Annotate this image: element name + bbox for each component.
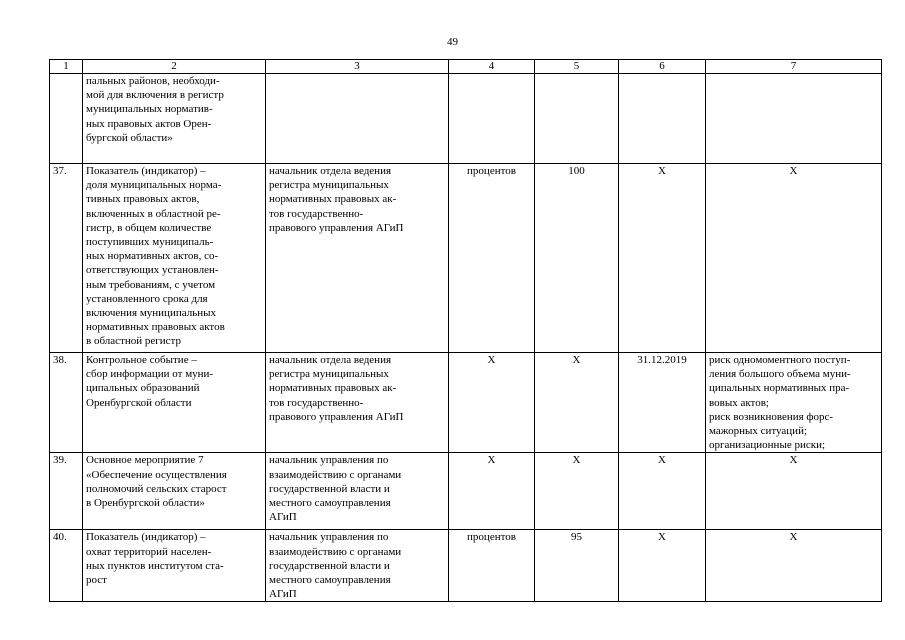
text-line: «Обеспечение осуществления <box>86 468 227 481</box>
table-row <box>50 164 882 353</box>
row-number-cell <box>50 74 83 164</box>
responsible-cell <box>266 530 449 602</box>
text-line: включенных в областной ре- <box>86 207 221 220</box>
value-cell: Х <box>535 453 619 530</box>
text-line: взаимодействию с органами <box>269 468 402 481</box>
text-line: местного самоуправления <box>269 497 391 510</box>
text-line: ципальных нормативных пра- <box>709 382 850 395</box>
indicator-name-cell <box>83 530 266 602</box>
text-line: муниципальных норматив- <box>86 103 213 116</box>
table-body <box>50 74 882 602</box>
column-header: 2 <box>83 60 266 74</box>
column-header: 5 <box>535 60 619 74</box>
text-line: Контрольное событие – <box>86 354 197 366</box>
row-number-cell: 38. <box>50 353 83 453</box>
indicator-name-cell <box>83 164 266 353</box>
text-line: правового управления АГиП <box>269 221 404 234</box>
table-row <box>50 353 882 453</box>
table-row <box>50 74 882 164</box>
text-line: начальник управления по <box>269 454 389 467</box>
text-line: начальник отдела ведения <box>269 354 392 366</box>
indicator-name-cell <box>83 74 266 164</box>
text-line: ных пунктов институтом ста- <box>86 559 224 572</box>
text-line: тов государственно- <box>269 396 364 409</box>
text-line: тов государственно- <box>269 207 364 220</box>
unit-cell: процентов <box>449 530 535 602</box>
text-line: рост <box>86 574 107 587</box>
text-line: тивных правовых актов, <box>86 193 200 206</box>
column-header: 7 <box>706 60 882 74</box>
text-line: Показатель (индикатор) – <box>86 165 206 177</box>
text-line: полномочий сельских старост <box>86 482 227 495</box>
text-line: государственной власти и <box>269 482 390 495</box>
column-number-row <box>50 60 882 74</box>
text-line: Показатель (индикатор) – <box>86 531 206 544</box>
text-line: риск возникновения форс- <box>709 410 834 423</box>
text-line: регистра муниципальных <box>269 179 389 192</box>
text-line: в областной регистр <box>86 335 181 348</box>
column-header: 3 <box>266 60 449 74</box>
text-line: начальник отдела ведения <box>269 165 392 177</box>
text-line: местного самоуправления <box>269 574 391 587</box>
text-line: Оренбургской области <box>86 396 192 409</box>
page-number: 49 <box>447 36 458 48</box>
text-line: АГиП <box>269 588 297 601</box>
unit-cell: процентов <box>449 164 535 353</box>
text-line: мажорных ситуаций; <box>709 425 808 438</box>
text-line: в Оренбургской области» <box>86 497 205 510</box>
text-line: Х <box>789 454 798 467</box>
risk-cell <box>706 164 882 353</box>
text-line: риск одномоментного поступ- <box>709 354 851 366</box>
text-line: нормативных правовых ак- <box>269 382 397 395</box>
unit-cell <box>449 74 535 164</box>
text-line: правового управления АГиП <box>269 410 404 423</box>
text-line: Основное мероприятие 7 <box>86 454 204 467</box>
text-line: ления большого объема муни- <box>709 368 851 381</box>
date-cell: Х <box>619 453 706 530</box>
row-number-cell: 37. <box>50 164 83 353</box>
text-line: мой для включения в регистр <box>86 89 224 102</box>
text-line: установленного срока для <box>86 292 208 305</box>
text-line: ным требованиям, с учетом <box>86 278 216 291</box>
date-cell <box>619 74 706 164</box>
text-line: гистр, в общем количестве <box>86 221 212 234</box>
unit-cell: Х <box>449 453 535 530</box>
text-line: ных нормативных актов, со- <box>86 250 219 263</box>
table-row <box>50 530 882 602</box>
text-line: сбор информации от муни- <box>86 368 214 381</box>
text-line: нормативных правовых ак- <box>269 193 397 206</box>
row-number-cell: 40. <box>50 530 83 602</box>
text-line: Х <box>789 165 798 177</box>
text-line: нормативных правовых актов <box>86 321 225 334</box>
date-cell: Х <box>619 530 706 602</box>
text-line: поступивших муниципаль- <box>86 236 214 249</box>
risk-cell <box>706 353 882 453</box>
measures-table <box>49 59 882 602</box>
text-line: государственной власти и <box>269 559 390 572</box>
text-line: АГиП <box>269 511 297 524</box>
responsible-cell <box>266 164 449 353</box>
unit-cell: Х <box>449 353 535 453</box>
value-cell: 100 <box>535 164 619 353</box>
text-line: вовых актов; <box>709 396 769 409</box>
text-line: ных правовых актов Орен- <box>86 117 212 130</box>
date-cell: 31.12.2019 <box>619 353 706 453</box>
text-line: пальных районов, необходи- <box>86 75 220 87</box>
responsible-cell <box>266 353 449 453</box>
risk-cell <box>706 453 882 530</box>
column-header: 4 <box>449 60 535 74</box>
column-header: 1 <box>50 60 83 74</box>
text-line: ципальных образований <box>86 382 200 395</box>
table-row <box>50 453 882 530</box>
indicator-name-cell <box>83 353 266 453</box>
text-line: организационные риски; <box>709 439 826 452</box>
text-line: ответствующих установлен- <box>86 264 219 277</box>
responsible-cell <box>266 453 449 530</box>
text-line: регистра муниципальных <box>269 368 389 381</box>
risk-cell <box>706 74 882 164</box>
indicator-name-cell <box>83 453 266 530</box>
text-line: охват территорий населен- <box>86 545 212 558</box>
value-cell: Х <box>535 353 619 453</box>
text-line: доля муниципальных норма- <box>86 179 222 192</box>
date-cell: Х <box>619 164 706 353</box>
text-line: Х <box>789 531 798 544</box>
text-line: взаимодействию с органами <box>269 545 402 558</box>
column-header: 6 <box>619 60 706 74</box>
value-cell <box>535 74 619 164</box>
text-line: начальник управления по <box>269 531 389 544</box>
responsible-cell <box>266 74 449 164</box>
row-number-cell: 39. <box>50 453 83 530</box>
risk-cell <box>706 530 882 602</box>
text-line: бургской области» <box>86 131 173 144</box>
text-line: включения муниципальных <box>86 307 216 320</box>
value-cell: 95 <box>535 530 619 602</box>
